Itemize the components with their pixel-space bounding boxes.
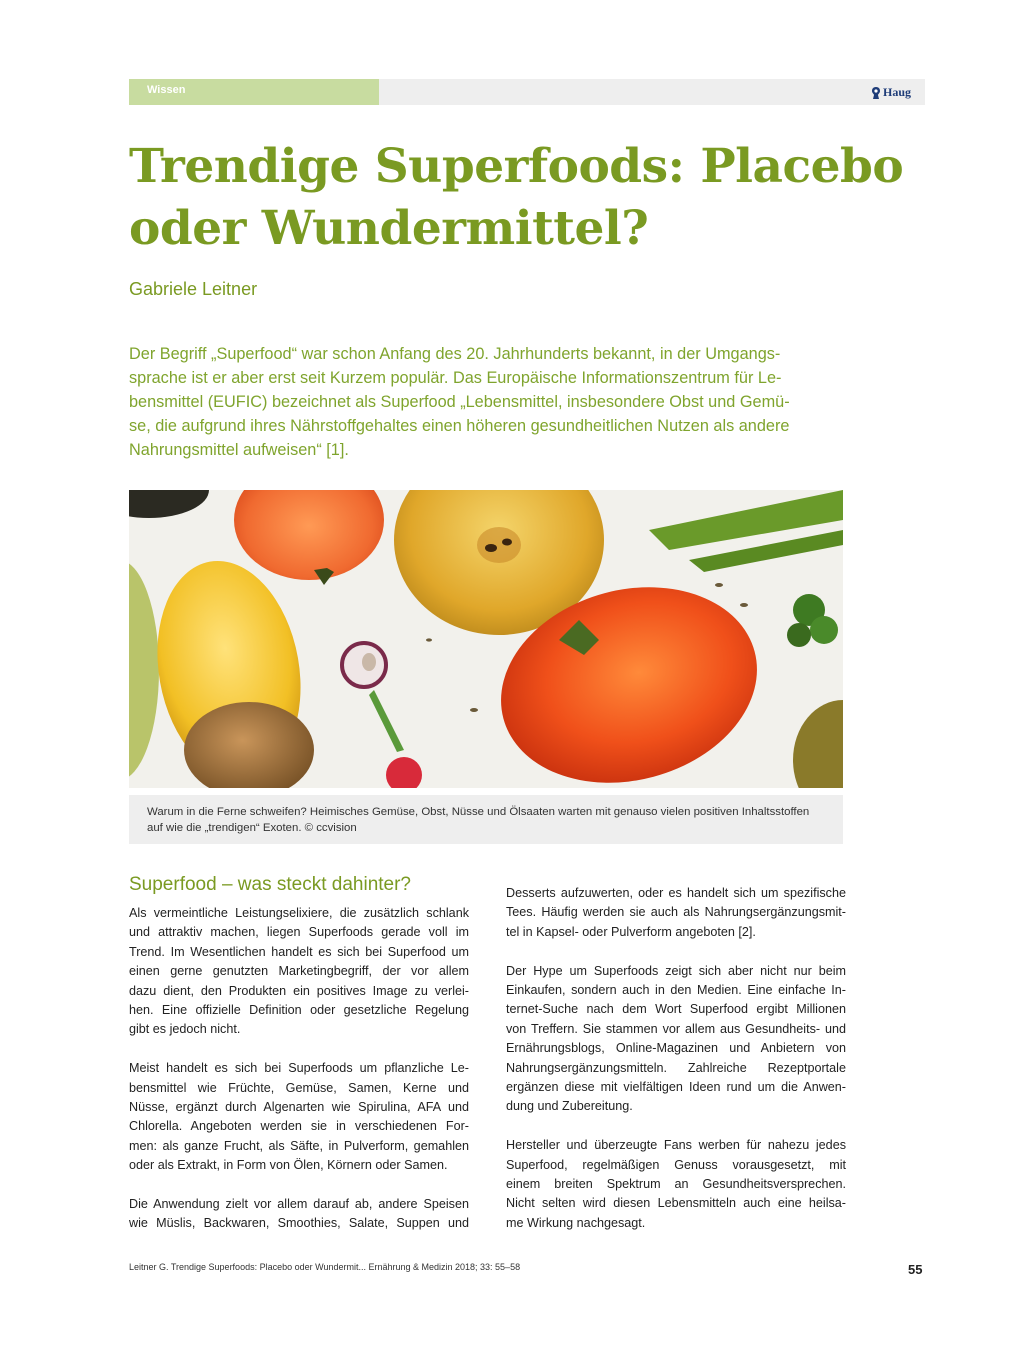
body-paragraph — [506, 1136, 846, 1233]
lead-line: sprache ist er aber erst seit Kurzem populär. Das Europäische Informationszentrum für Le- — [129, 369, 782, 387]
haug-logo-icon — [871, 87, 881, 99]
section-tag — [129, 79, 379, 105]
body-line: Der Hype um Superfoods zeigt sich aber nicht nur beim — [506, 963, 846, 978]
body-line: und attraktiv machen, liegen Superfoods gerade voll im — [129, 925, 469, 940]
lead-paragraph — [129, 342, 849, 462]
body-line: Chlorella. Angeboten werden sie in verschiedenen For- — [129, 1119, 469, 1134]
body-column-right — [506, 884, 846, 1253]
section-label: Wissen — [147, 84, 186, 96]
body-line: men: als ganze Frucht, als Säfte, in Pulverform, gemahlen — [129, 1138, 469, 1153]
title-line: Trendige Superfoods: Placebo — [129, 139, 904, 194]
article-photo — [129, 490, 843, 788]
body-line: Tees. Häufig werden sie auch als Nahrungsergänzungsmit- — [506, 905, 846, 920]
body-line: dazu dient, den Produkten ein positives Image zu verlei- — [129, 983, 469, 998]
body-line: Superfood, regelmäßigen Genuss vorausgesetzt, mit — [506, 1157, 846, 1172]
caption-line: Warum in die Ferne schweifen? Heimisches Gemüse, Obst, Nüsse und Ölsaaten warten mit genauso vielen positiven Inhaltsstoffen — [147, 806, 810, 818]
caption-box — [129, 795, 843, 844]
title-line: oder Wundermittel? — [129, 201, 649, 256]
body-line: gibt es jedoch nicht. — [129, 1022, 241, 1037]
body-line: bensmittel wie Früchte, Gemüse, Samen, Kerne und — [129, 1080, 469, 1095]
body-paragraph — [506, 884, 846, 942]
body-line: ternet-Suche nach dem Wort Superfood ergibt Millionen — [506, 1002, 846, 1017]
body-line: Desserts aufzuwerten, oder es handelt sich um spezifische — [506, 886, 846, 900]
article-title — [129, 136, 949, 260]
body-line: ergänzen diese mit vielfältigen Ideen rund um die Anwen- — [506, 1080, 846, 1095]
body-line: Nahrungsergänzungsmitteln. Zahlreiche Rezeptportale — [506, 1060, 846, 1075]
body-paragraph — [129, 1195, 469, 1234]
section-subheading: Superfood – was steckt dahinter? — [129, 874, 412, 895]
body-column-left — [129, 904, 469, 1253]
body-line: von Treffern. Sie stammen vor allem aus Gesundheits- und — [506, 1021, 846, 1036]
body-paragraph — [506, 962, 846, 1117]
body-line: oder als Extrakt, in Form von Ölen, Körnern oder Samen. — [129, 1158, 448, 1173]
body-line: Als vermeintliche Leistungselixiere, die zusätzlich schlank — [129, 906, 469, 920]
fruit-vegetable-slices-photo — [129, 490, 843, 788]
body-line: Ernährungsblogs, Online-Magazinen und Anbietern von — [506, 1041, 846, 1056]
photo-caption — [147, 804, 837, 836]
body-line: wie Müslis, Backwaren, Smoothies, Salate, Suppen und — [129, 1216, 469, 1231]
lead-line: se, die aufgrund ihres Nährstoffgehaltes einen höheren gesundheitlichen Nutzen als andere — [129, 417, 790, 435]
body-line: einem breiten Spektrum an Gesundheitsversprechen. — [506, 1177, 846, 1192]
lead-line: bensmittel (EUFIC) bezeichnet als Superfood „Lebensmittel, insbesondere Obst und Gemü- — [129, 393, 790, 411]
lead-line: Nahrungsmittel aufweisen“ [1]. — [129, 441, 349, 459]
publisher-logo — [871, 85, 911, 100]
lead-line: Der Begriff „Superfood“ war schon Anfang des 20. Jahrhunderts bekannt, in der Umgangs- — [129, 345, 781, 363]
body-line: hen. Eine offizielle Definition oder gesetzliche Regelung — [129, 1003, 469, 1018]
body-line: Meist handelt es sich bei Superfoods um pflanzliche Le- — [129, 1061, 469, 1076]
body-paragraph — [129, 1059, 469, 1175]
footer-citation: Leitner G. Trendige Superfoods: Placebo oder Wundermit... Ernährung & Medizin 2018; 33: 55–58 — [129, 1262, 521, 1272]
page-number: 55 — [908, 1262, 923, 1277]
body-line: tel in Kapsel- oder Pulverform angeboten [2]. — [506, 924, 756, 939]
header-bar — [129, 79, 925, 105]
publisher-name: Haug — [882, 85, 911, 99]
caption-line: auf wie die „trendigen“ Exoten. © ccvision — [147, 822, 357, 834]
body-line: Einkaufen, sondern auch in den Medien. Eine einfache In- — [506, 983, 846, 998]
body-line: dung und Zubereitung. — [506, 1099, 633, 1114]
body-line: Nüsse, ergänzt durch Algenarten wie Spirulina, AFA und — [129, 1100, 469, 1115]
body-line: einen gerne genutzten Marketingbegriff, der vor allem — [129, 964, 469, 979]
body-line: Die Anwendung zielt vor allem darauf ab, andere Speisen — [129, 1197, 469, 1212]
body-paragraph — [129, 904, 469, 1040]
body-line: me Wirkung nachgesagt. — [506, 1215, 646, 1230]
body-line: Trend. Im Wesentlichen handelt es sich bei Superfood um — [129, 944, 469, 959]
body-line: Hersteller und überzeugte Fans werben für nahezu jedes — [506, 1138, 846, 1153]
body-line: Nicht selten wird diesen Lebensmitteln auch eine heilsa- — [506, 1196, 846, 1211]
author-name: Gabriele Leitner — [129, 279, 258, 299]
